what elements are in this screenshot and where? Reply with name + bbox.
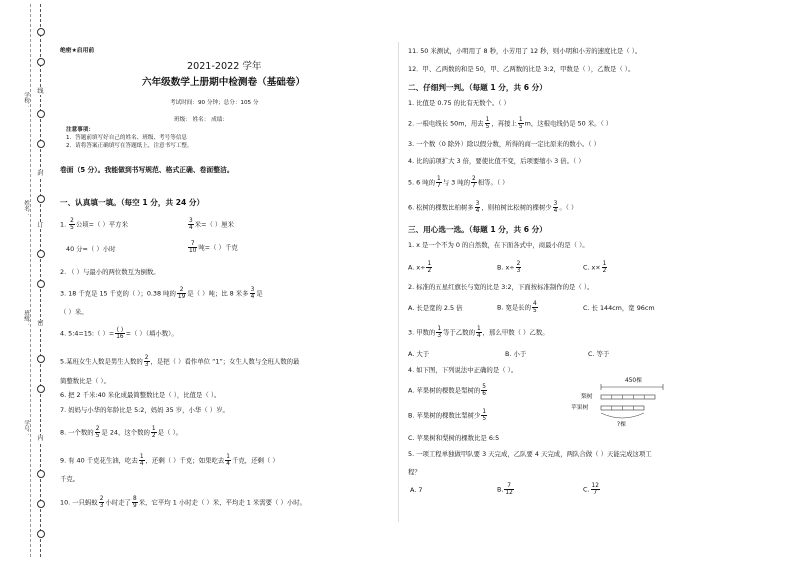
binding-label: 内 (37, 435, 44, 442)
fraction: $\frac{3}{4}$ (475, 201, 480, 214)
binding-school-label: 学校： (23, 92, 29, 109)
fraction: $\frac{2}{19}$ (177, 287, 186, 300)
binding-circle (37, 470, 45, 478)
binding-number-label: 学号： (23, 420, 29, 437)
choice-2: 2. 标准的五星红旗长与宽的比是 3:2，下面按标准制作的是（ ）。 (408, 283, 594, 291)
binding-circle (37, 385, 45, 393)
question-1d: $\frac{7}{10}$ 吨=（ ）千克 (189, 241, 238, 254)
binding-label: 封 (37, 170, 44, 177)
binding-label: 订 (37, 222, 44, 229)
question-9-cont: 千克。 (60, 475, 80, 483)
tree-count-diagram (555, 377, 665, 432)
question-5-cont: 简整数比是（ ）。 (60, 377, 110, 385)
fraction: $\frac{2}{7}$ (472, 176, 476, 189)
binding-margin (0, 0, 50, 561)
question-10: 10. 一只蚂蚁 $\frac{2}{3}$ 小时走了 $\frac{8}{9}$ 米，它平均 1 小时走（ ）米，平均走 1 米需要（ ）小时。 (60, 496, 307, 509)
question-1b: $\frac{3}{4}$ 米=（ ）厘米 (189, 218, 235, 231)
fraction: $\frac{1}{7}$ (437, 176, 441, 189)
binding-circle (37, 355, 45, 363)
fraction: $\frac{8}{9}$ (133, 496, 137, 509)
score-line: 班级： 姓名： 成绩： (174, 117, 228, 123)
choice-5: 5. 一项工程单独做甲队要 3 天完成，乙队要 4 天完成，两队合做（ ）天能完成这项工 (408, 450, 652, 458)
question-1a: 1. $\frac{2}{5}$ 公顷=（ ）平方米 (60, 218, 128, 231)
question-8: 8. 一个数的 $\frac{2}{5}$ 是 24，这个数的 $\frac{1}{2}$ 是（ ）。 (60, 426, 183, 439)
secret-label: 绝密★启用前 (60, 48, 95, 54)
judge-2: 2. 一根电线长 50m，用去 $\frac{1}{5}$ ，再接上 $\frac{1}{5}$ m，这根电线仍是 50 米。（ ） (408, 117, 613, 130)
choice-3-c: C. 等于 (588, 350, 610, 358)
binding-label: 线 (37, 88, 44, 95)
question-1c: 40 分=（ ）小时 (66, 245, 116, 253)
judge-1: 1. 比值是 0.75 的比有无数个。（ ） (408, 99, 510, 107)
question-3-cont: （ ）米。 (60, 308, 88, 316)
exam-info: 考试时间：90 分钟；总分：105 分 (170, 100, 259, 106)
question-2: 2. （ ）与最小的两位数互为倒数。 (60, 268, 160, 276)
diagram-unknown-label: ?棵 (617, 422, 626, 428)
fraction: $\frac{1}{2}$ (427, 261, 432, 274)
fraction: $\frac{1}{5}$ (482, 409, 487, 422)
diagram-pear-label: 梨树 (581, 394, 593, 400)
binding-inner-line (30, 4, 31, 557)
binding-circle (37, 140, 45, 148)
fraction: $\frac{2}{5}$ (95, 426, 100, 439)
fraction: $\frac{3}{4}$ (553, 201, 558, 214)
choice-1-c: C. x× $\frac{1}{2}$ (583, 261, 607, 274)
fraction: $\frac{1}{5}$ (518, 117, 523, 130)
question-3: 3. 18 千克是 15 千克的（ ）；0.38 吨的 $\frac{2}{19}$ 是（ ）吨；比 8 米多 $\frac{3}{4}$ 是 (60, 287, 263, 300)
judge-6: 6. 松树的棵数比柏树多 $\frac{3}{4}$ ，则柏树比松树的棵树少 $\frac{3}{4}$ 。（ ） (408, 201, 578, 214)
fraction: $\frac{5}{6}$ (482, 384, 486, 397)
column-separator (398, 42, 399, 522)
section-2-heading: 二、仔细判一判。（每题 1 分，共 6 分） (408, 83, 547, 92)
choice-5-a: A. 7 (410, 486, 423, 494)
choice-4-b: B. 苹果树的棵数比梨树少 $\frac{1}{5}$ (408, 409, 487, 422)
choice-3-b: B. 小于 (505, 350, 527, 358)
diagram-total-label: 450棵 (625, 378, 642, 384)
fraction: $\frac{1}{2}$ (602, 261, 607, 274)
judge-5: 5. 6 吨的 $\frac{1}{7}$ 与 3 吨的 $\frac{2}{7}$ 相等。（ ） (408, 176, 509, 189)
fraction: $\frac{12}{7}$ (591, 483, 599, 496)
choice-2-c: C. 长 144cm，宽 96cm (583, 304, 655, 312)
fraction: $\frac{7}{10}$ (189, 241, 197, 254)
question-9: 9. 有 40 千克花生油，吃去 $\frac{1}{4}$ ，还剩（ ）千克；如果吃去 $\frac{1}{4}$ 千克，还剩（ ） (60, 454, 279, 467)
fraction: $\frac{7}{12}$ (505, 483, 513, 496)
fraction: $\frac{1}{4}$ (476, 326, 481, 339)
section-1-heading: 一、认真填一填。（每空 1 分，共 24 分） (60, 198, 205, 207)
binding-class-label: 班级： (23, 310, 29, 327)
question-11: 11. 50 米测试，小明用了 8 秒，小芳用了 12 秒，则小明和小芳的速度比是（ ）。 (408, 47, 642, 55)
choice-3: 3. 甲数的 $\frac{1}{3}$ 等于乙数的 $\frac{1}{4}$ ，那么甲数（ ）乙数。 (408, 326, 549, 339)
binding-circle (37, 28, 45, 36)
choice-4: 4. 如下图，下列说法中正确的是（ ）。 (408, 366, 518, 374)
fraction: $\frac{2}{3}$ (144, 355, 149, 368)
binding-circle (37, 280, 45, 288)
choice-1-b: B. x÷ $\frac{2}{3}$ (497, 261, 521, 274)
diagram-apple-label: 苹果树 (571, 405, 589, 411)
fraction: $\frac{1}{5}$ (485, 117, 490, 130)
notes-title: 注意事项： (66, 127, 94, 133)
binding-name-label: 姓名： (23, 200, 29, 217)
fraction: $\frac{1}{4}$ (226, 454, 230, 467)
question-4: 4. 5:4=15:（ ）= $\frac{( )}{16}$ =（ ）（填小数）。 (60, 327, 178, 340)
judge-4: 4. 比的前项扩大 3 倍，要使比值不变，后项要缩小 3 倍。（ ） (408, 157, 585, 165)
choice-2-a: A. 长是宽的 2.5 倍 (408, 304, 463, 312)
fraction: $\frac{1}{3}$ (437, 326, 442, 339)
fraction: $\frac{4}{5}$ (533, 301, 537, 314)
binding-circle (37, 58, 45, 66)
binding-circle (37, 195, 45, 203)
exam-year: 2021-2022 学年 (187, 61, 262, 72)
question-6: 6. 把 2 千米:40 米化成最简整数比是（ ），比值是（ ）。 (60, 391, 221, 399)
question-5: 5.某班女生人数是男生人数的 $\frac{2}{3}$ ，是把（ ）看作单位 “1”；女生人数与全班人数的最 (60, 355, 300, 368)
fraction: $\frac{2}{3}$ (99, 496, 104, 509)
question-7: 7. 妈妈与小华的年龄比是 5:2，妈妈 35 岁，小华（ ）岁。 (60, 406, 229, 414)
binding-circle (37, 530, 45, 538)
choice-2-b: B. 宽是长的 $\frac{4}{5}$ (497, 301, 537, 314)
judge-3: 3. 一个数（0 除外）除以假分数，所得的商一定比原来的数小。（ ） (408, 140, 600, 148)
choice-4-a: A. 苹果树的棵数是梨树的 $\frac{5}{6}$ (408, 384, 486, 397)
fraction: $\frac{2}{5}$ (70, 218, 74, 231)
choice-3-a: A. 大于 (408, 350, 430, 358)
choice-5-cont: 程？ (408, 468, 421, 476)
choice-5-c: C. $\frac{12}{7}$ (583, 483, 599, 496)
question-12: 12．甲、乙两数的和是 50，甲、乙两数的比是 3:2，甲数是（ ），乙数是（ ）。 (408, 65, 635, 73)
fraction: $\frac{3}{4}$ (189, 218, 193, 231)
binding-circle (37, 250, 45, 258)
fraction: $\frac{( )}{16}$ (116, 327, 124, 340)
page-title: 六年级数学上册期中检测卷（基础卷） (142, 77, 306, 88)
note-1: 1．答题前填写好自己的姓名、班级、考号等信息 (66, 135, 188, 141)
choice-1: 1. x 是一个不为 0 的自然数，在下面各式中，商最小的是（ ）。 (408, 241, 589, 249)
binding-circle (37, 500, 45, 508)
fraction: $\frac{1}{4}$ (139, 454, 144, 467)
choice-4-c: C. 苹果树和梨树的棵数比是 6:5 (408, 434, 500, 442)
fraction: $\frac{2}{3}$ (516, 261, 521, 274)
fraction: $\frac{3}{4}$ (250, 287, 255, 300)
neatness-note: 卷面（5 分）。我能做到书写规范、格式正确、卷面整洁。 (60, 166, 234, 174)
binding-circle (37, 110, 45, 118)
section-3-heading: 三、用心选一选。（每题 1 分，共 6 分） (408, 225, 547, 234)
fraction: $\frac{1}{2}$ (151, 426, 156, 439)
choice-5-b: B. $\frac{7}{12}$ (497, 483, 513, 496)
binding-label: 密 (37, 320, 44, 327)
note-2: 2．请将答案正确填写在答题纸上，注意书写工整。 (66, 143, 193, 149)
choice-1-a: A. x÷ $\frac{1}{2}$ (408, 261, 432, 274)
